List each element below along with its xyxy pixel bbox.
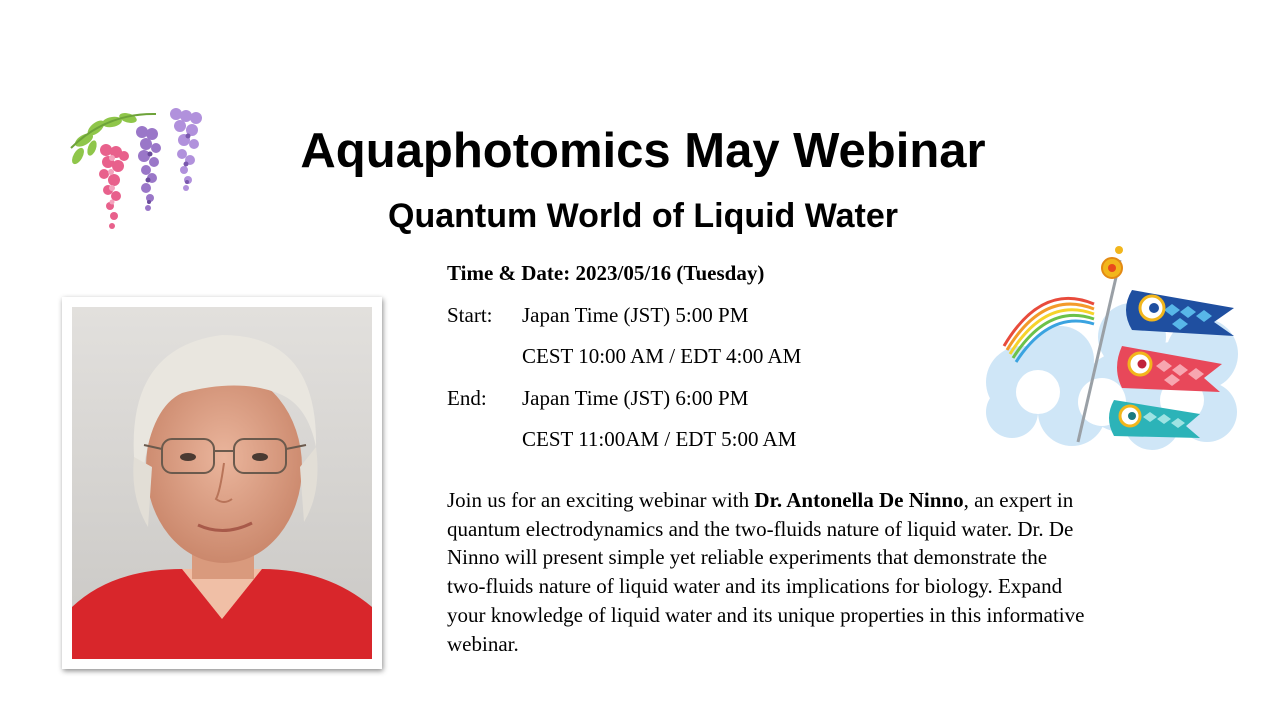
speaker-name: Dr. Antonella De Ninno: [754, 488, 964, 512]
start-other-times: CEST 10:00 AM / EDT 4:00 AM: [522, 344, 802, 368]
description-body: , an expert in quantum electrodynamics and the two-fluids nature of liquid water. Dr. De Ninno will present simple yet reliable experiments that demonstrate the two-fluids nature of liquid water and its implications for biology. Expand your knowledge of liquid water and its unique properties in this informative webinar.: [447, 488, 1085, 656]
page-subtitle: Quantum World of Liquid Water: [388, 197, 898, 235]
schedule-heading: Time & Date: 2023/05/16 (Tuesday): [447, 261, 765, 285]
koinobori-carp-streamers-illustration: [982, 242, 1250, 450]
start-label: Start:: [447, 303, 493, 327]
start-jst-time: Japan Time (JST) 5:00 PM: [522, 303, 749, 327]
page-title: Aquaphotomics May Webinar: [300, 124, 986, 178]
speaker-photo-frame: [62, 297, 382, 669]
webinar-description: [447, 486, 1087, 658]
speaker-portrait: [72, 307, 372, 659]
end-jst-time: Japan Time (JST) 6:00 PM: [522, 386, 749, 410]
end-other-times: CEST 11:00AM / EDT 5:00 AM: [522, 427, 797, 451]
end-label: End:: [447, 386, 487, 410]
description-intro: Join us for an exciting webinar with: [447, 488, 755, 512]
speaker-photo: [72, 307, 372, 659]
